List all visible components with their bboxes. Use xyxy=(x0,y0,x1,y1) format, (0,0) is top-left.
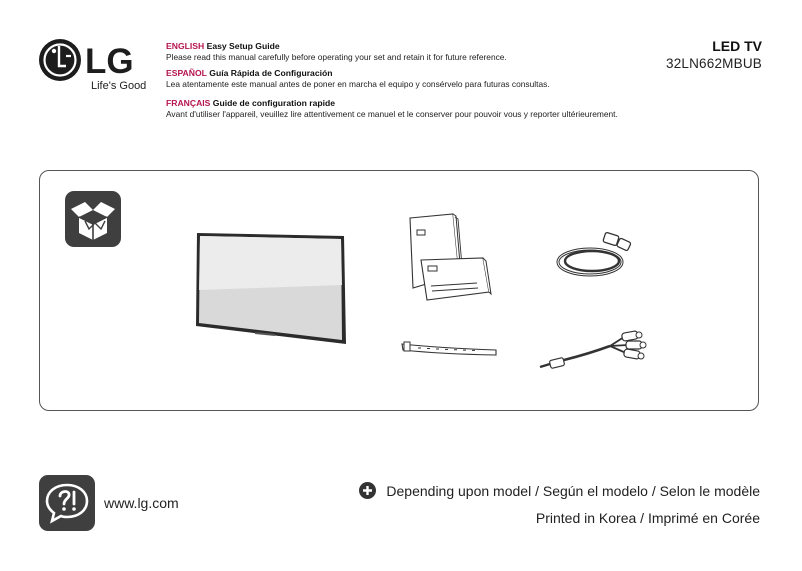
lang-block-english xyxy=(166,41,507,63)
lang-block-french xyxy=(166,98,618,120)
open-box-icon xyxy=(65,191,121,247)
model-note xyxy=(359,482,760,499)
power-cord-illustration xyxy=(552,230,632,280)
lang-description: Please read this manual carefully before operating your set and retain it for future reference. xyxy=(166,52,507,62)
lang-title: Guía Rápida de Configuración xyxy=(209,68,333,78)
owners-manual-illustration xyxy=(405,212,493,302)
product-type: LED TV xyxy=(712,38,762,54)
lang-block-spanish xyxy=(166,68,550,90)
tv-illustration xyxy=(195,230,348,347)
lang-title: Guide de configuration rapide xyxy=(212,98,336,108)
model-note-text: Depending upon model / Según el modelo / Selon le modèle xyxy=(386,482,760,499)
plus-circle-icon xyxy=(359,482,376,499)
lang-description: Lea atentamente este manual antes de poner en marcha el equipo y consérvelo para futuras consultas. xyxy=(166,79,550,89)
brand-tagline: Life's Good xyxy=(91,80,147,92)
lang-code: ENGLISH xyxy=(166,41,205,51)
question-chat-icon xyxy=(39,475,95,531)
website-link[interactable]: www.lg.com xyxy=(104,495,179,511)
lang-code: FRANÇAIS xyxy=(166,98,211,108)
package-contents-panel xyxy=(39,170,759,411)
cable-tie-illustration xyxy=(400,338,498,358)
printed-in-text: Printed in Korea / Imprimé en Corée xyxy=(535,510,760,526)
brand-wordmark: LG xyxy=(85,42,134,81)
lang-title: Easy Setup Guide xyxy=(206,41,280,51)
lang-code: ESPAÑOL xyxy=(166,68,207,78)
model-number: 32LN662MBUB xyxy=(665,56,762,71)
lang-description: Avant d'utiliser l'appareil, veuillez lire attentivement ce manuel et le conserver pour pouvoir vous y reporter ultérieurement. xyxy=(166,109,618,119)
av-cable-illustration xyxy=(538,328,650,374)
